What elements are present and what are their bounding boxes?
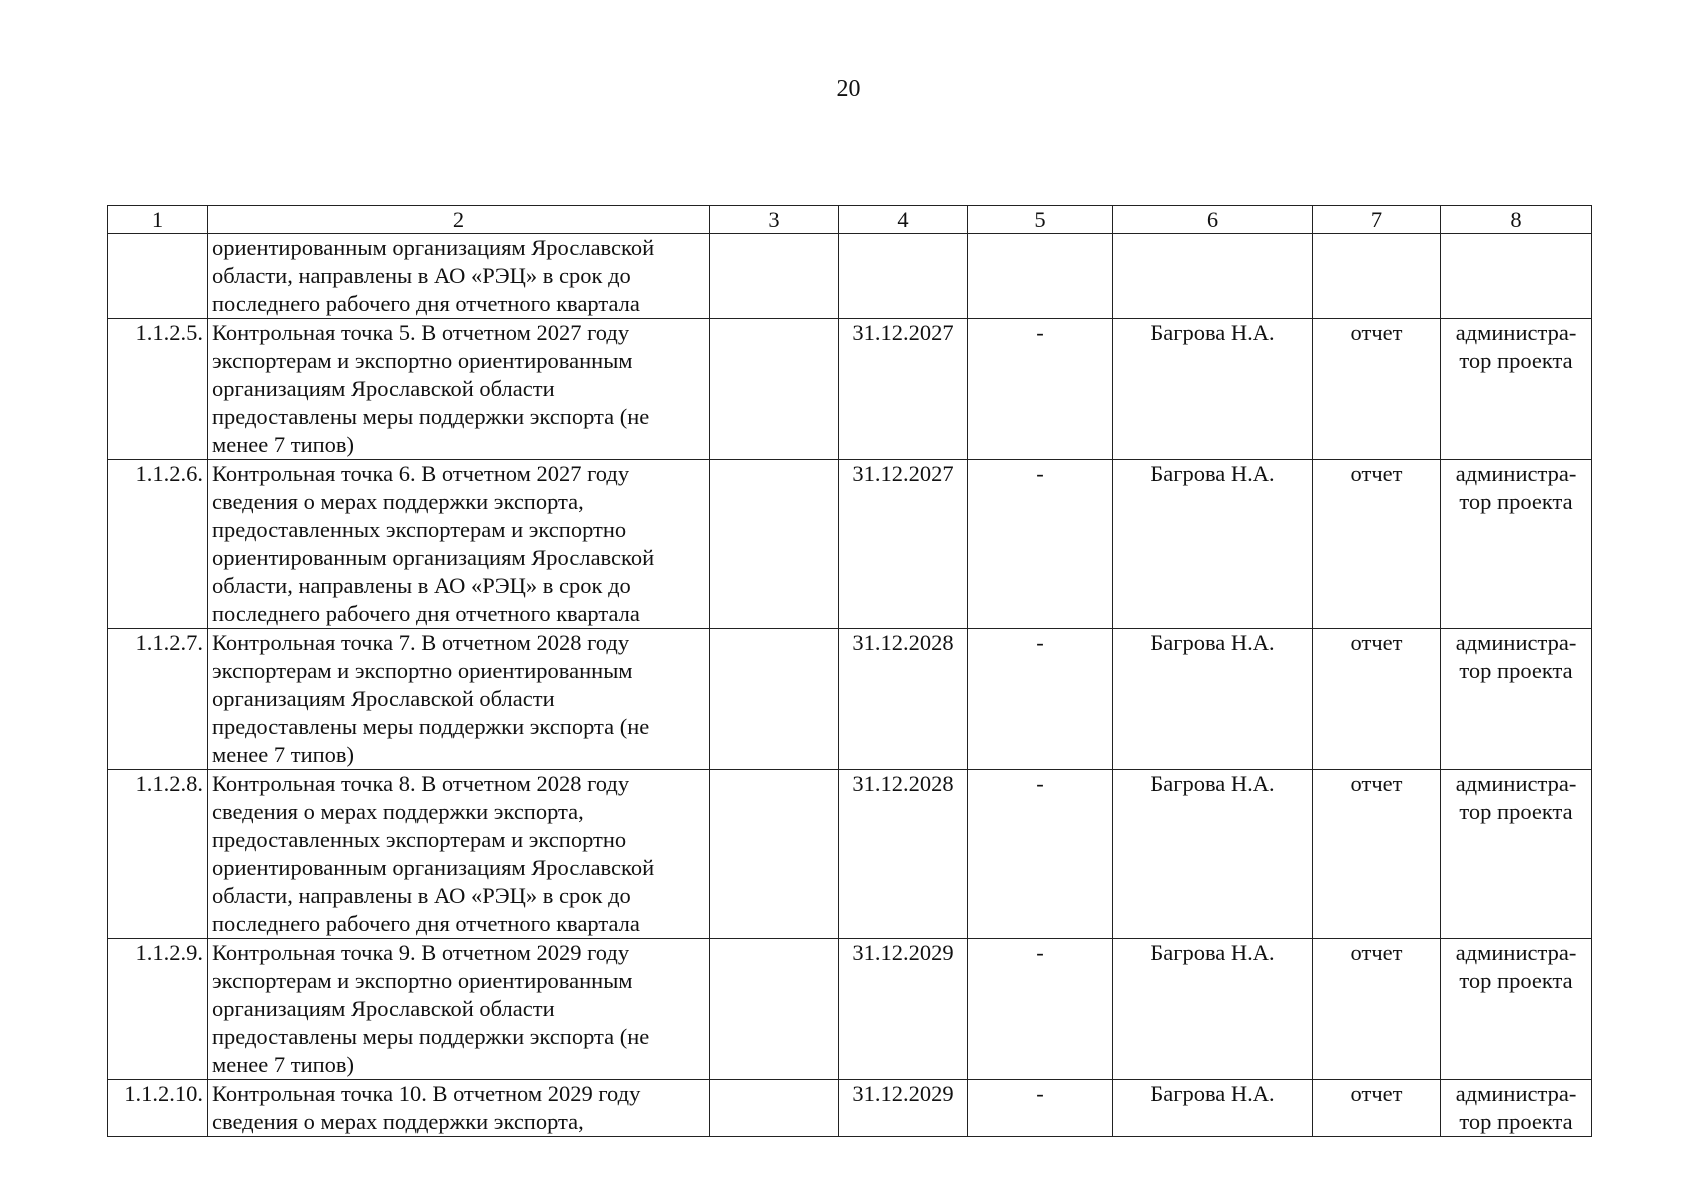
row-role: администра-тор проекта bbox=[1441, 319, 1592, 460]
row-description: Контрольная точка 5. В отчетном 2027 году экспортерам и экспортно ориентированным организациям Ярославской области предоставлены меры поддержки экспорта (не менее 7 типов) bbox=[208, 319, 710, 460]
row-result: отчет bbox=[1313, 770, 1441, 939]
column-header-1: 1 bbox=[108, 206, 208, 234]
row-number: 1.1.2.9. bbox=[108, 939, 208, 1080]
table-row bbox=[108, 939, 1592, 1080]
row-col5: - bbox=[968, 770, 1113, 939]
column-header-8: 8 bbox=[1441, 206, 1592, 234]
row-date: 31.12.2029 bbox=[839, 1080, 968, 1137]
row-col5: - bbox=[968, 629, 1113, 770]
row-role: администра-тор проекта bbox=[1441, 770, 1592, 939]
row-col3 bbox=[710, 770, 839, 939]
row-role bbox=[1441, 234, 1592, 319]
row-col5: - bbox=[968, 319, 1113, 460]
row-col5 bbox=[968, 234, 1113, 319]
row-role: администра-тор проекта bbox=[1441, 629, 1592, 770]
row-col3 bbox=[710, 1080, 839, 1137]
row-responsible: Багрова Н.А. bbox=[1113, 770, 1313, 939]
row-date: 31.12.2028 bbox=[839, 770, 968, 939]
column-header-5: 5 bbox=[968, 206, 1113, 234]
row-col3 bbox=[710, 234, 839, 319]
row-description: Контрольная точка 9. В отчетном 2029 году экспортерам и экспортно ориентированным организациям Ярославской области предоставлены меры поддержки экспорта (не менее 7 типов) bbox=[208, 939, 710, 1080]
row-col3 bbox=[710, 319, 839, 460]
header-row bbox=[108, 206, 1592, 234]
row-number bbox=[108, 234, 208, 319]
row-result bbox=[1313, 234, 1441, 319]
row-role: администра-тор проекта bbox=[1441, 460, 1592, 629]
row-result: отчет bbox=[1313, 939, 1441, 1080]
row-result: отчет bbox=[1313, 1080, 1441, 1137]
row-responsible: Багрова Н.А. bbox=[1113, 939, 1313, 1080]
row-number: 1.1.2.8. bbox=[108, 770, 208, 939]
row-date: 31.12.2029 bbox=[839, 939, 968, 1080]
table-row bbox=[108, 234, 1592, 319]
row-col3 bbox=[710, 629, 839, 770]
row-description: Контрольная точка 10. В отчетном 2029 году сведения о мерах поддержки экспорта, bbox=[208, 1080, 710, 1137]
row-role: администра-тор проекта bbox=[1441, 939, 1592, 1080]
column-header-7: 7 bbox=[1313, 206, 1441, 234]
row-description: Контрольная точка 7. В отчетном 2028 году экспортерам и экспортно ориентированным организациям Ярославской области предоставлены меры поддержки экспорта (не менее 7 типов) bbox=[208, 629, 710, 770]
row-number: 1.1.2.10. bbox=[108, 1080, 208, 1137]
row-responsible: Багрова Н.А. bbox=[1113, 629, 1313, 770]
row-col5: - bbox=[968, 460, 1113, 629]
column-header-6: 6 bbox=[1113, 206, 1313, 234]
table-row bbox=[108, 319, 1592, 460]
row-description: Контрольная точка 8. В отчетном 2028 году сведения о мерах поддержки экспорта, предоставленных экспортерам и экспортно ориентированным организациям Ярославской области, направлены в АО «РЭЦ» в срок до последнего рабочего дня отчетного квартала bbox=[208, 770, 710, 939]
row-responsible: Багрова Н.А. bbox=[1113, 1080, 1313, 1137]
row-date: 31.12.2027 bbox=[839, 319, 968, 460]
row-responsible bbox=[1113, 234, 1313, 319]
row-number: 1.1.2.6. bbox=[108, 460, 208, 629]
row-date: 31.12.2027 bbox=[839, 460, 968, 629]
plan-table bbox=[107, 205, 1592, 1137]
row-date: 31.12.2028 bbox=[839, 629, 968, 770]
row-number: 1.1.2.7. bbox=[108, 629, 208, 770]
row-description: ориентированным организациям Ярославской области, направлены в АО «РЭЦ» в срок до последнего рабочего дня отчетного квартала bbox=[208, 234, 710, 319]
row-date bbox=[839, 234, 968, 319]
row-result: отчет bbox=[1313, 460, 1441, 629]
row-responsible: Багрова Н.А. bbox=[1113, 460, 1313, 629]
row-description: Контрольная точка 6. В отчетном 2027 году сведения о мерах поддержки экспорта, предоставленных экспортерам и экспортно ориентированным организациям Ярославской области, направлены в АО «РЭЦ» в срок до последнего рабочего дня отчетного квартала bbox=[208, 460, 710, 629]
row-result: отчет bbox=[1313, 319, 1441, 460]
row-result: отчет bbox=[1313, 629, 1441, 770]
table-row bbox=[108, 770, 1592, 939]
page-number: 20 bbox=[836, 76, 861, 102]
row-role: администра-тор проекта bbox=[1441, 1080, 1592, 1137]
table-row bbox=[108, 629, 1592, 770]
row-col5: - bbox=[968, 939, 1113, 1080]
column-header-3: 3 bbox=[710, 206, 839, 234]
row-number: 1.1.2.5. bbox=[108, 319, 208, 460]
row-col5: - bbox=[968, 1080, 1113, 1137]
row-responsible: Багрова Н.А. bbox=[1113, 319, 1313, 460]
table-row bbox=[108, 460, 1592, 629]
column-header-2: 2 bbox=[208, 206, 710, 234]
row-col3 bbox=[710, 460, 839, 629]
row-col3 bbox=[710, 939, 839, 1080]
column-header-4: 4 bbox=[839, 206, 968, 234]
table-row bbox=[108, 1080, 1592, 1137]
